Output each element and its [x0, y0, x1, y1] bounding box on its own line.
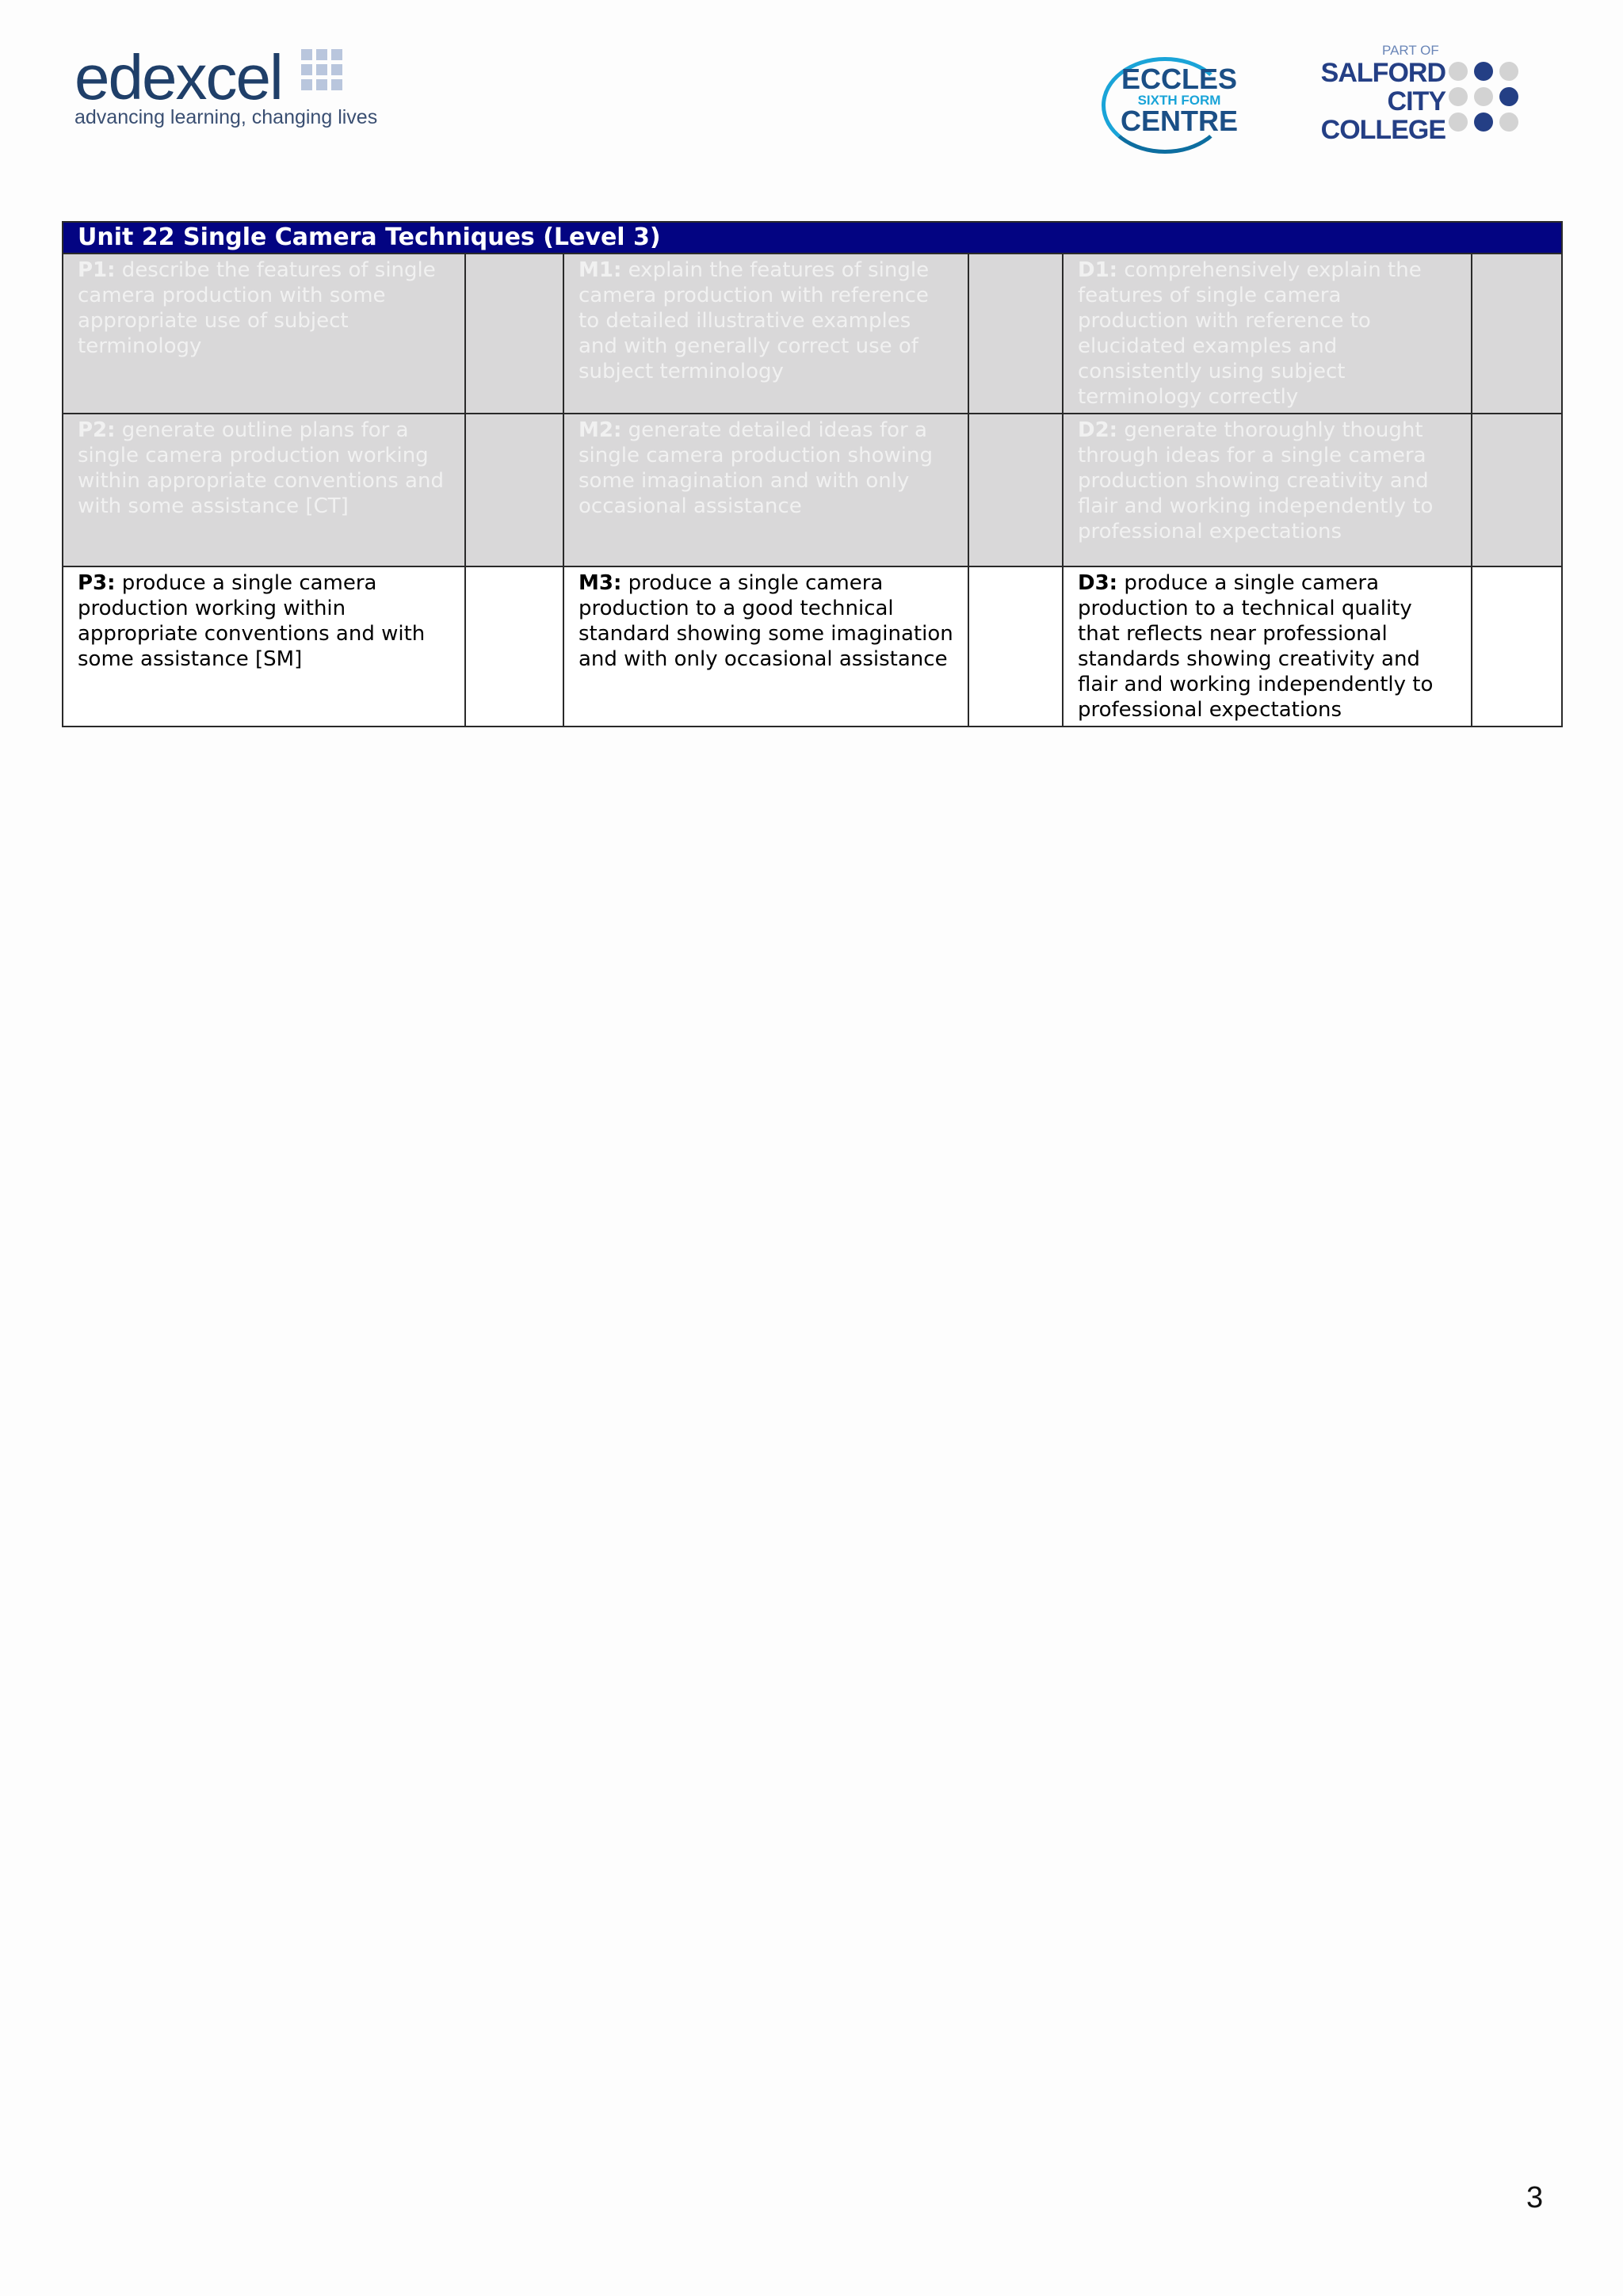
criteria-row-2 — [63, 414, 1562, 566]
pass-achieved-cell — [465, 414, 563, 566]
college-word: COLLEGE — [1320, 115, 1445, 146]
criteria-row-1 — [63, 254, 1562, 414]
edexcel-wordmark: edexcel — [74, 42, 282, 113]
salford-dot — [1449, 87, 1468, 106]
merit-achieved-cell — [968, 254, 1063, 414]
salford-dot — [1449, 113, 1468, 132]
merit-criterion-m2: M2: generate detailed ideas for a single camera production showing some imagination and with only occasional assistance — [563, 414, 968, 566]
distinction-achieved-cell — [1472, 254, 1562, 414]
edexcel-grid-mark — [301, 49, 342, 90]
unit-title: Unit 22 Single Camera Techniques (Level 3) — [63, 222, 1562, 254]
pass-achieved-cell — [465, 566, 563, 727]
pass-criterion-p1: P1: describe the features of single camera production with some appropriate use of subject terminology — [63, 254, 465, 414]
eccles-centre: CENTRE — [1121, 105, 1239, 137]
salford-word: SALFORD — [1320, 58, 1445, 88]
city-word: CITY — [1387, 86, 1445, 117]
eccles-subtitle: SIXTH FORM — [1137, 93, 1221, 108]
criteria-row-3 — [63, 566, 1562, 727]
salford-dot — [1499, 87, 1518, 106]
distinction-achieved-cell — [1472, 566, 1562, 727]
distinction-criterion-d3: D3: produce a single camera production to a technical quality that reflects near professional standards showing creativity and flair and working independently to professional expectations — [1063, 566, 1472, 727]
edexcel-tagline: advancing learning, changing lives — [74, 106, 378, 128]
page-number: 3 — [1526, 2181, 1544, 2214]
merit-achieved-cell — [968, 414, 1063, 566]
salford-dot — [1474, 87, 1493, 106]
salford-city-college-logo — [1322, 43, 1528, 146]
salford-part-of: PART OF — [1382, 43, 1439, 58]
merit-criterion-m3: M3: produce a single camera production to a good technical standard showing some imagination and with only occasional assistance — [563, 566, 968, 727]
eccles-name: ECCLES — [1121, 63, 1238, 95]
merit-criterion-m1: M1: explain the features of single camera production with reference to detailed illustrative examples and with generally correct use of subject terminology — [563, 254, 968, 414]
pass-criterion-p3: P3: produce a single camera production working within appropriate conventions and with some assistance [SM] — [63, 566, 465, 727]
distinction-achieved-cell — [1472, 414, 1562, 566]
eccles-sixth-form-logo — [1100, 54, 1239, 151]
salford-dot — [1499, 113, 1518, 132]
unit-criteria-table — [62, 221, 1563, 727]
salford-dot — [1449, 62, 1468, 81]
salford-dots-icon — [1449, 62, 1518, 132]
merit-achieved-cell — [968, 566, 1063, 727]
pass-criterion-p2: P2: generate outline plans for a single camera production working within appropriate conventions and with some assistance [CT] — [63, 414, 465, 566]
salford-dot — [1499, 62, 1518, 81]
pass-achieved-cell — [465, 254, 563, 414]
edexcel-logo — [74, 42, 378, 133]
salford-dot — [1474, 113, 1493, 132]
distinction-criterion-d2: D2: generate thoroughly thought through ideas for a single camera production showing creativity and flair and working independently to professional expectations — [1063, 414, 1472, 566]
distinction-criterion-d1: D1: comprehensively explain the features of single camera production with reference to elucidated examples and consistently using subject terminology correctly — [1063, 254, 1472, 414]
salford-dot — [1474, 62, 1493, 81]
